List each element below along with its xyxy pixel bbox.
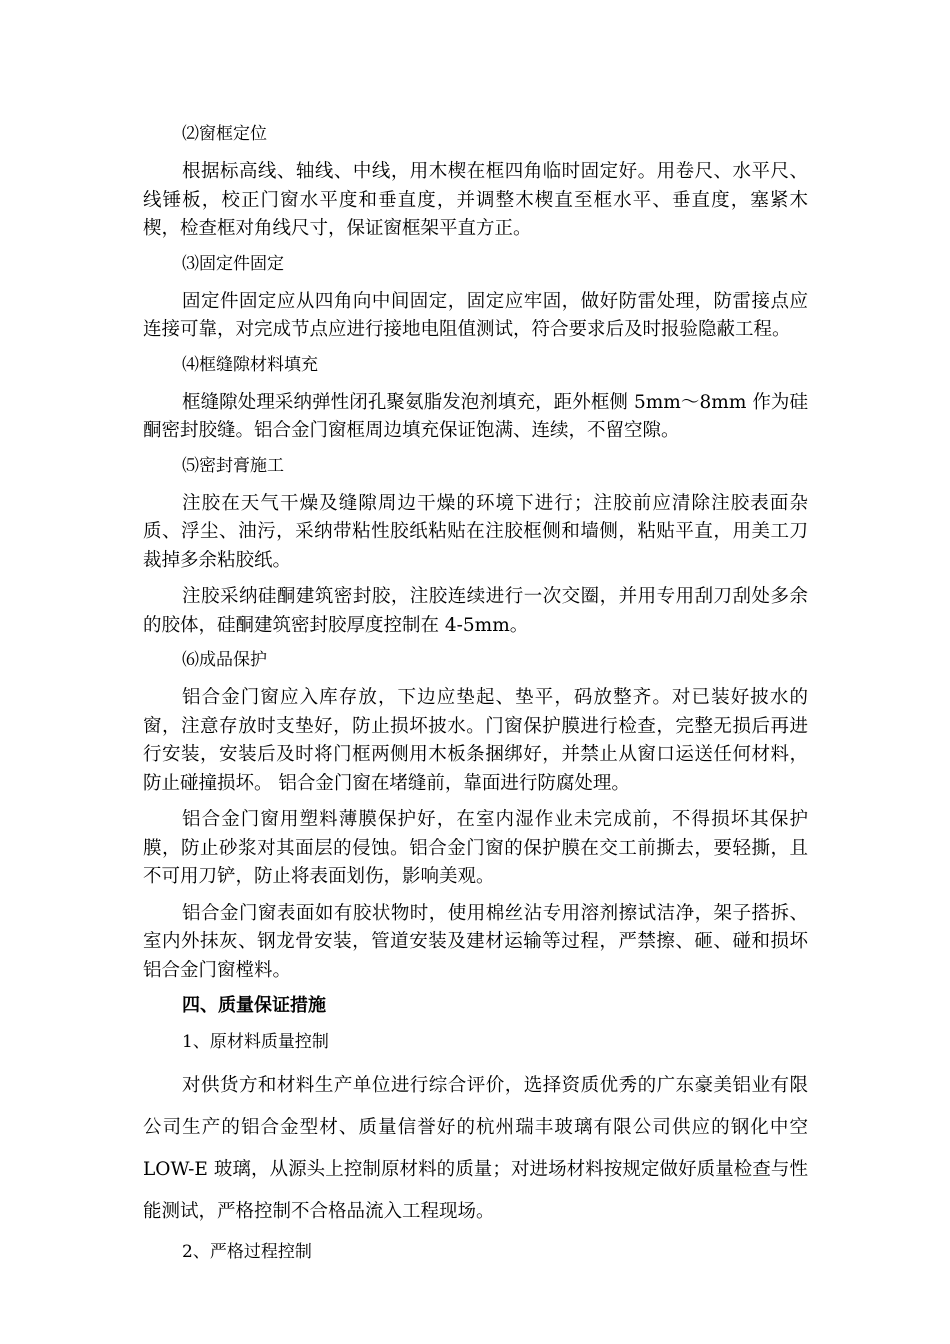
- section-6-body-3: 铝合金门窗表面如有胶状物时，使用棉丝沾专用溶剂擦试洁净，架子搭拆、室内外抹灰、钢龙骨安装，管道安装及建材运输等过程，严禁擦、砸、碰和损坏铝合金门窗樘料。: [143, 902, 808, 981]
- section-5-title: ⑸密封膏施工: [182, 455, 284, 476]
- section-3-body: 固定件固定应从四角向中间固定，固定应牢固，做好防雷处理，防雷接点应连接可靠，对完成节点应进行接地电阻值测试，符合要求后及时报验隐蔽工程。: [143, 290, 808, 340]
- section-5-body-2: 注胶采纳硅酮建筑密封胶，注胶连续进行一次交圈，并用专用刮刀刮处多余的胶体，硅酮建筑密封胶厚度控制在 4-5mm。: [143, 586, 808, 636]
- section-4-body: 框缝隙处理采纳弹性闭孔聚氨脂发泡剂填充，距外框侧 5mm～8mm 作为硅酮密封胶缝。铝合金门窗框周边填充保证饱满、连续，不留空隙。: [143, 391, 808, 441]
- section-6-body-1: 铝合金门窗应入库存放，下边应垫起、垫平，码放整齐。对已装好披水的窗，注意存放时支垫好，防止损坏披水。门窗保护膜进行检查，完整无损后再进行安装，安装后及时将门框两侧用木板条捆绑好，并禁止从窗口运送任何材料，防止碰撞损坏。 铝合金门窗在堵缝前，靠面进行防腐处理。: [143, 687, 808, 794]
- section-2-body: 根据标高线、轴线、中线，用木楔在框四角临时固定好。用卷尺、水平尺、线锤板，校正门窗水平度和垂直度，并调整木楔直至框水平、垂直度，塞紧木楔，检查框对角线尺寸，保证窗框架平直方正。: [143, 161, 808, 239]
- section-2-title: ⑵窗框定位: [182, 124, 267, 144]
- section-5-body-1: 注胶在天气干燥及缝隙周边干燥的环境下进行；注胶前应清除注胶表面杂质、浮尘、油污，采纳带粘性胶纸粘贴在注胶框侧和墙侧，粘贴平直，用美工刀裁掉多余粘胶纸。: [143, 492, 808, 571]
- subsection-1-body: 对供货方和材料生产单位进行综合评价，选择资质优秀的广东豪美铝业有限公司生产的铝合金型材、质量信誉好的杭州瑞丰玻璃有限公司供应的钢化中空 LOW-E 玻璃，从源头上控制原材料的质量；对进场材料按规定做好质量检查与性能测试，严格控制不合格品流入工程现场。: [143, 1075, 808, 1222]
- chapter-title: 四、质量保证措施: [182, 995, 326, 1016]
- document-page: [143, 122, 808, 1275]
- section-3-title: ⑶固定件固定: [182, 253, 284, 274]
- subsection-2-title: 2、严格过程控制: [182, 1242, 312, 1262]
- section-4-title: ⑷框缝隙材料填充: [182, 354, 318, 375]
- section-6-body-2: 铝合金门窗用塑料薄膜保护好，在室内湿作业未完成前，不得损坏其保护膜，防止砂浆对其面层的侵蚀。铝合金门窗的保护膜在交工前撕去，要轻撕，且不可用刀铲，防止将表面划伤，影响美观。: [143, 809, 808, 887]
- section-6-title: ⑹成品保护: [182, 650, 267, 670]
- subsection-1-title: 1、原材料质量控制: [182, 1032, 329, 1052]
